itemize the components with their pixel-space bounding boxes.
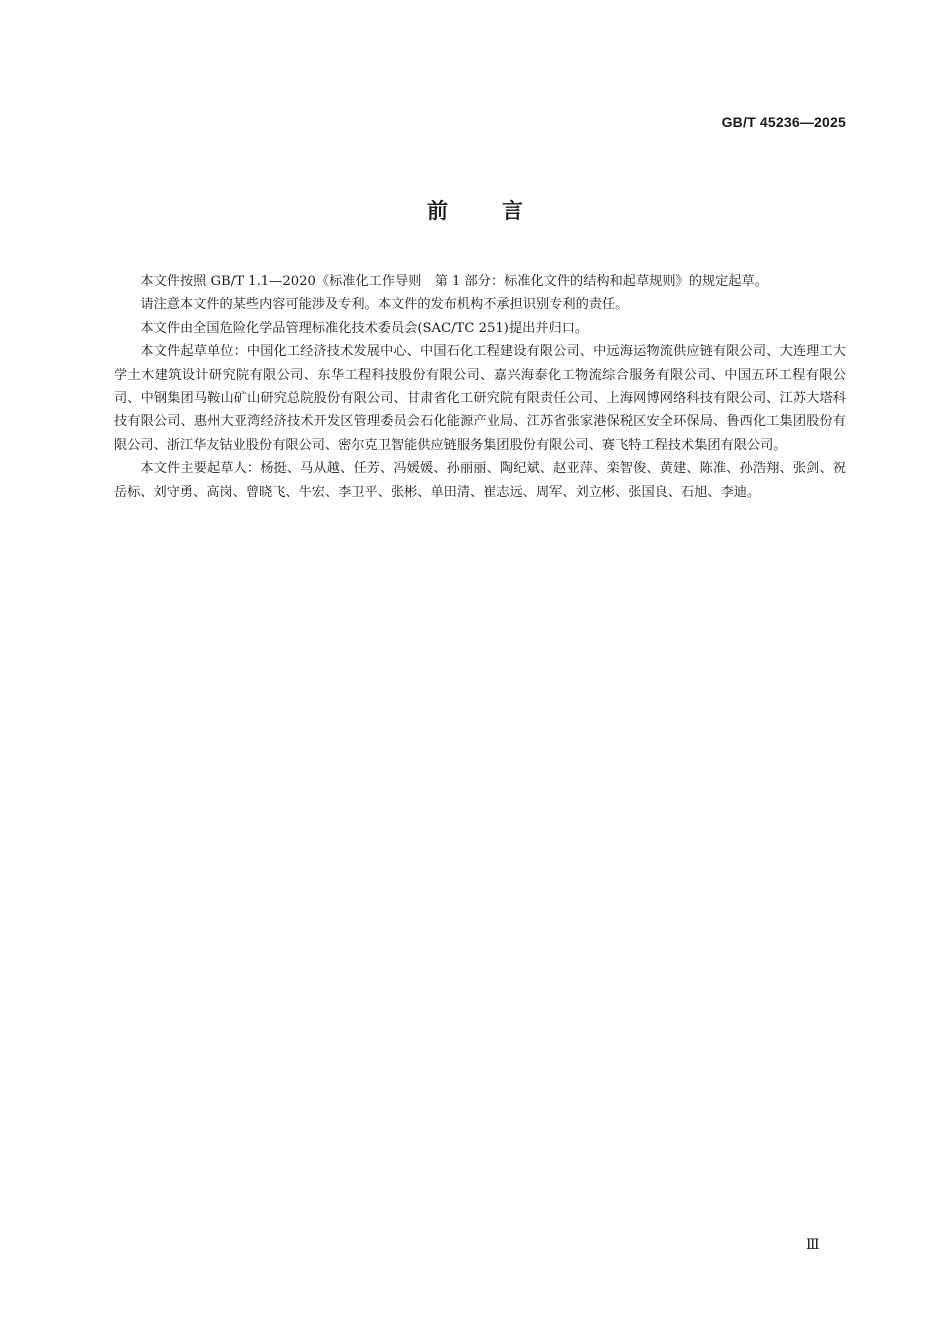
paragraph-drafting-organizations: 本文件起草单位：中国化工经济技术发展中心、中国石化工程建设有限公司、中远海运物流供应链有限公司、大连理工大学土木建筑设计研究院有限公司、东华工程科技股份有限公司、嘉兴海泰化工物流综合服务有限公司、中国五环工程有限公司、中钢集团马鞍山矿山研究总院股份有限公司、甘肃省化工研究院有限责任公司、上海网博网络科技有限公司、江苏大塔科技有限公司、惠州大亚湾经济技术开发区管理委员会石化能源产业局、江苏省张家港保税区安全环保局、鲁西化工集团股份有限公司、浙江华友钴业股份有限公司、密尔克卫智能供应链服务集团股份有限公司、赛飞特工程技术集团有限公司。	[114, 344, 846, 453]
foreword-body	[114, 270, 846, 504]
document-number: GB/T 45236—2025	[721, 114, 846, 130]
paragraph-drafters: 本文件主要起草人：杨挺、马从越、任芳、冯媛媛、孙丽丽、陶纪斌、赵亚萍、栾智俊、黄建、陈准、孙浩翔、张剑、祝岳标、刘守勇、高岗、曾晓飞、牛宏、李卫平、张彬、单田清、崔志远、周军、刘立彬、张国良、石旭、李迪。	[114, 461, 846, 500]
paragraph-proposer: 本文件由全国危险化学品管理标准化技术委员会(SAC/TC 251)提出并归口。	[140, 320, 589, 336]
paragraph-patent-notice: 请注意本文件的某些内容可能涉及专利。本文件的发布机构不承担识别专利的责任。	[140, 297, 629, 313]
paragraph-drafting-rules: 本文件按照 GB/T 1.1—2020《标准化工作导则 第 1 部分：标准化文件的结构和起草规则》的规定起草。	[140, 274, 768, 289]
page-title: 前言	[427, 199, 577, 223]
page-number: Ⅲ	[805, 1238, 819, 1253]
